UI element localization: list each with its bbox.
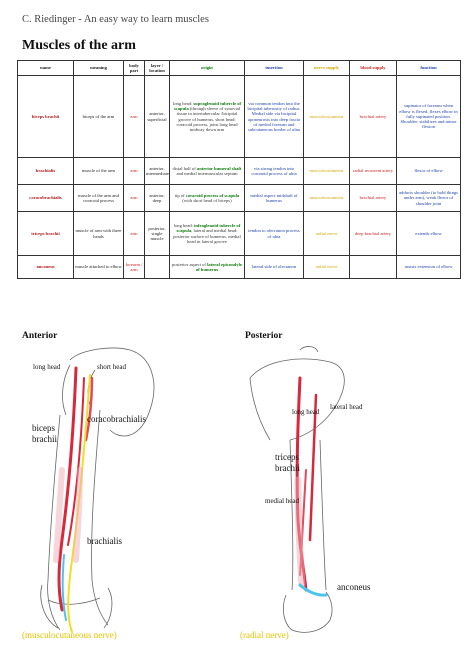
origin-highlight: infraglenoid tubercle of scapula	[176, 223, 241, 234]
muscle-function: assists extension of elbow	[397, 256, 461, 279]
origin-highlight: lateral epicondyle of humerus	[195, 261, 242, 272]
col-header-origin: origin	[170, 61, 245, 76]
label-medial-head: medial head	[265, 497, 300, 505]
muscle-meaning: muscle of arm with three heads	[74, 212, 124, 256]
label-brachialis: brachialis	[87, 536, 122, 546]
label-short-head: short head	[97, 363, 126, 371]
label-posterior-long-head: long head	[292, 408, 320, 416]
muscle-name: biceps brachii	[18, 76, 74, 158]
label-brachii: brachii	[32, 434, 57, 444]
label-triceps-brachii: brachii	[275, 463, 300, 473]
muscle-layer: posterior, single muscle	[145, 212, 170, 256]
muscle-body-part: arm	[124, 185, 145, 212]
col-header-layer: layer / location	[145, 61, 170, 76]
label-musculocutaneous-nerve: (musculocutaneous nerve)	[22, 630, 117, 640]
muscle-insertion: tendon to olecranon process of ulna	[245, 212, 304, 256]
muscle-body-part: arm	[124, 212, 145, 256]
muscle-nerve: musculocutaneous	[304, 76, 350, 158]
origin-highlight: supraglenoid tubercle of scapula	[173, 100, 242, 112]
muscle-function: flexor of elbow	[397, 158, 461, 185]
muscle-blood: brachial artery	[350, 185, 397, 212]
triceps-lateral-head	[310, 395, 316, 540]
muscle-nerve: musculocutaneous	[304, 185, 350, 212]
origin-text: and medial intermuscular septum	[176, 171, 238, 176]
muscle-body-part: arm	[124, 158, 145, 185]
muscle-blood: deep brachial artery	[350, 212, 397, 256]
col-header-name: name	[18, 61, 74, 76]
muscle-layer: anterior, superficial	[145, 76, 170, 158]
origin-text: , lateral and medial head: posterior surface of humerus, medial head in lateral groove	[173, 228, 241, 244]
label-anconeus: anconeus	[337, 582, 371, 592]
label-long-head: long head	[33, 363, 61, 371]
muscle-meaning: biceps of the arm	[74, 76, 124, 158]
label-biceps: biceps	[32, 423, 55, 433]
origin-text: long head:	[173, 223, 195, 229]
anterior-heading: Anterior	[22, 331, 58, 341]
muscle-insertion: via common tendon into the bicipital tuberosity of radius. Medial side via bicipital aponeurosis into deep fascia of medial forearm and subcutaneous border of ulna	[245, 76, 304, 158]
muscle-insertion: lateral side of olecranon	[245, 256, 304, 279]
col-header-blood: blood supply	[350, 61, 397, 76]
label-triceps: triceps	[275, 452, 299, 462]
col-header-nerve: nerve supply	[304, 61, 350, 76]
anconeus-muscle	[300, 585, 326, 595]
page-title: Muscles of the arm	[22, 38, 136, 53]
muscle-blood: brachial artery	[350, 76, 397, 158]
posterior-heading: Posterior	[245, 331, 283, 341]
label-coracobrachialis: coracobrachialis	[87, 414, 146, 424]
col-header-meaning: meaning	[74, 61, 124, 76]
muscle-layer: anterior, deep	[145, 185, 170, 212]
muscle-meaning: muscle of the arm and coracoid process	[74, 185, 124, 212]
muscle-function: adducts shoulder (to hold things under arm), weak flexor of shoulder joint	[397, 185, 461, 212]
muscle-nerve: radial nerve	[304, 212, 350, 256]
muscle-meaning: muscle of the arm	[74, 158, 124, 185]
muscle-name: brachialis	[18, 158, 74, 185]
label-lateral-head: lateral head	[330, 403, 363, 411]
origin-text: (through sleeve of synovial tissue in intertubercular /bicipital groove of humerus, short head: coracoid process, joins long head midway down arm	[176, 106, 241, 132]
label-radial-nerve: (radial nerve)	[240, 630, 289, 640]
muscle-function: extends elbow	[397, 212, 461, 256]
col-header-body-part: body part	[124, 61, 145, 76]
muscle-nerve: radial nerve	[304, 256, 350, 279]
muscle-name: anconeus	[18, 256, 74, 279]
anterior-muscles	[56, 368, 92, 632]
origin-text: (with short head of biceps)	[182, 198, 232, 203]
page-header: C. Riedinger - An easy way to learn muscles	[22, 14, 209, 25]
muscle-name: coracobrachialis	[18, 185, 74, 212]
muscle-nerve: musculocutaneous	[304, 158, 350, 185]
muscle-function: supinator of forearm when elbow is flexed, flexes elbow in fully supinated position. Shoulder: stabilizes and minor flexion	[397, 76, 461, 158]
origin-highlight: anterior humeral shaft	[196, 165, 242, 171]
origin-text: posterior aspect of	[172, 261, 208, 267]
muscle-insertion: via strong tendon into coronoid process of ulna	[245, 158, 304, 185]
muscle-insertion: medial aspect midshaft of humerus	[245, 185, 304, 212]
origin-text: tip of	[174, 192, 186, 198]
origin-highlight: coracoid process of scapula	[185, 192, 240, 198]
muscle-meaning: muscle attached to elbow	[74, 256, 124, 279]
origin-text: distal half of	[172, 165, 197, 171]
muscle-blood: radial recurrent artery	[350, 158, 397, 185]
col-header-insertion: insertion	[245, 61, 304, 76]
muscle-name: triceps brachii	[18, 212, 74, 256]
muscle-body-part: arm	[124, 76, 145, 158]
origin-text: long head:	[172, 100, 194, 106]
muscle-body-part: forearm / arm	[124, 256, 145, 279]
muscle-layer: anterior, intermediate	[145, 158, 170, 185]
col-header-function: function	[397, 61, 461, 76]
